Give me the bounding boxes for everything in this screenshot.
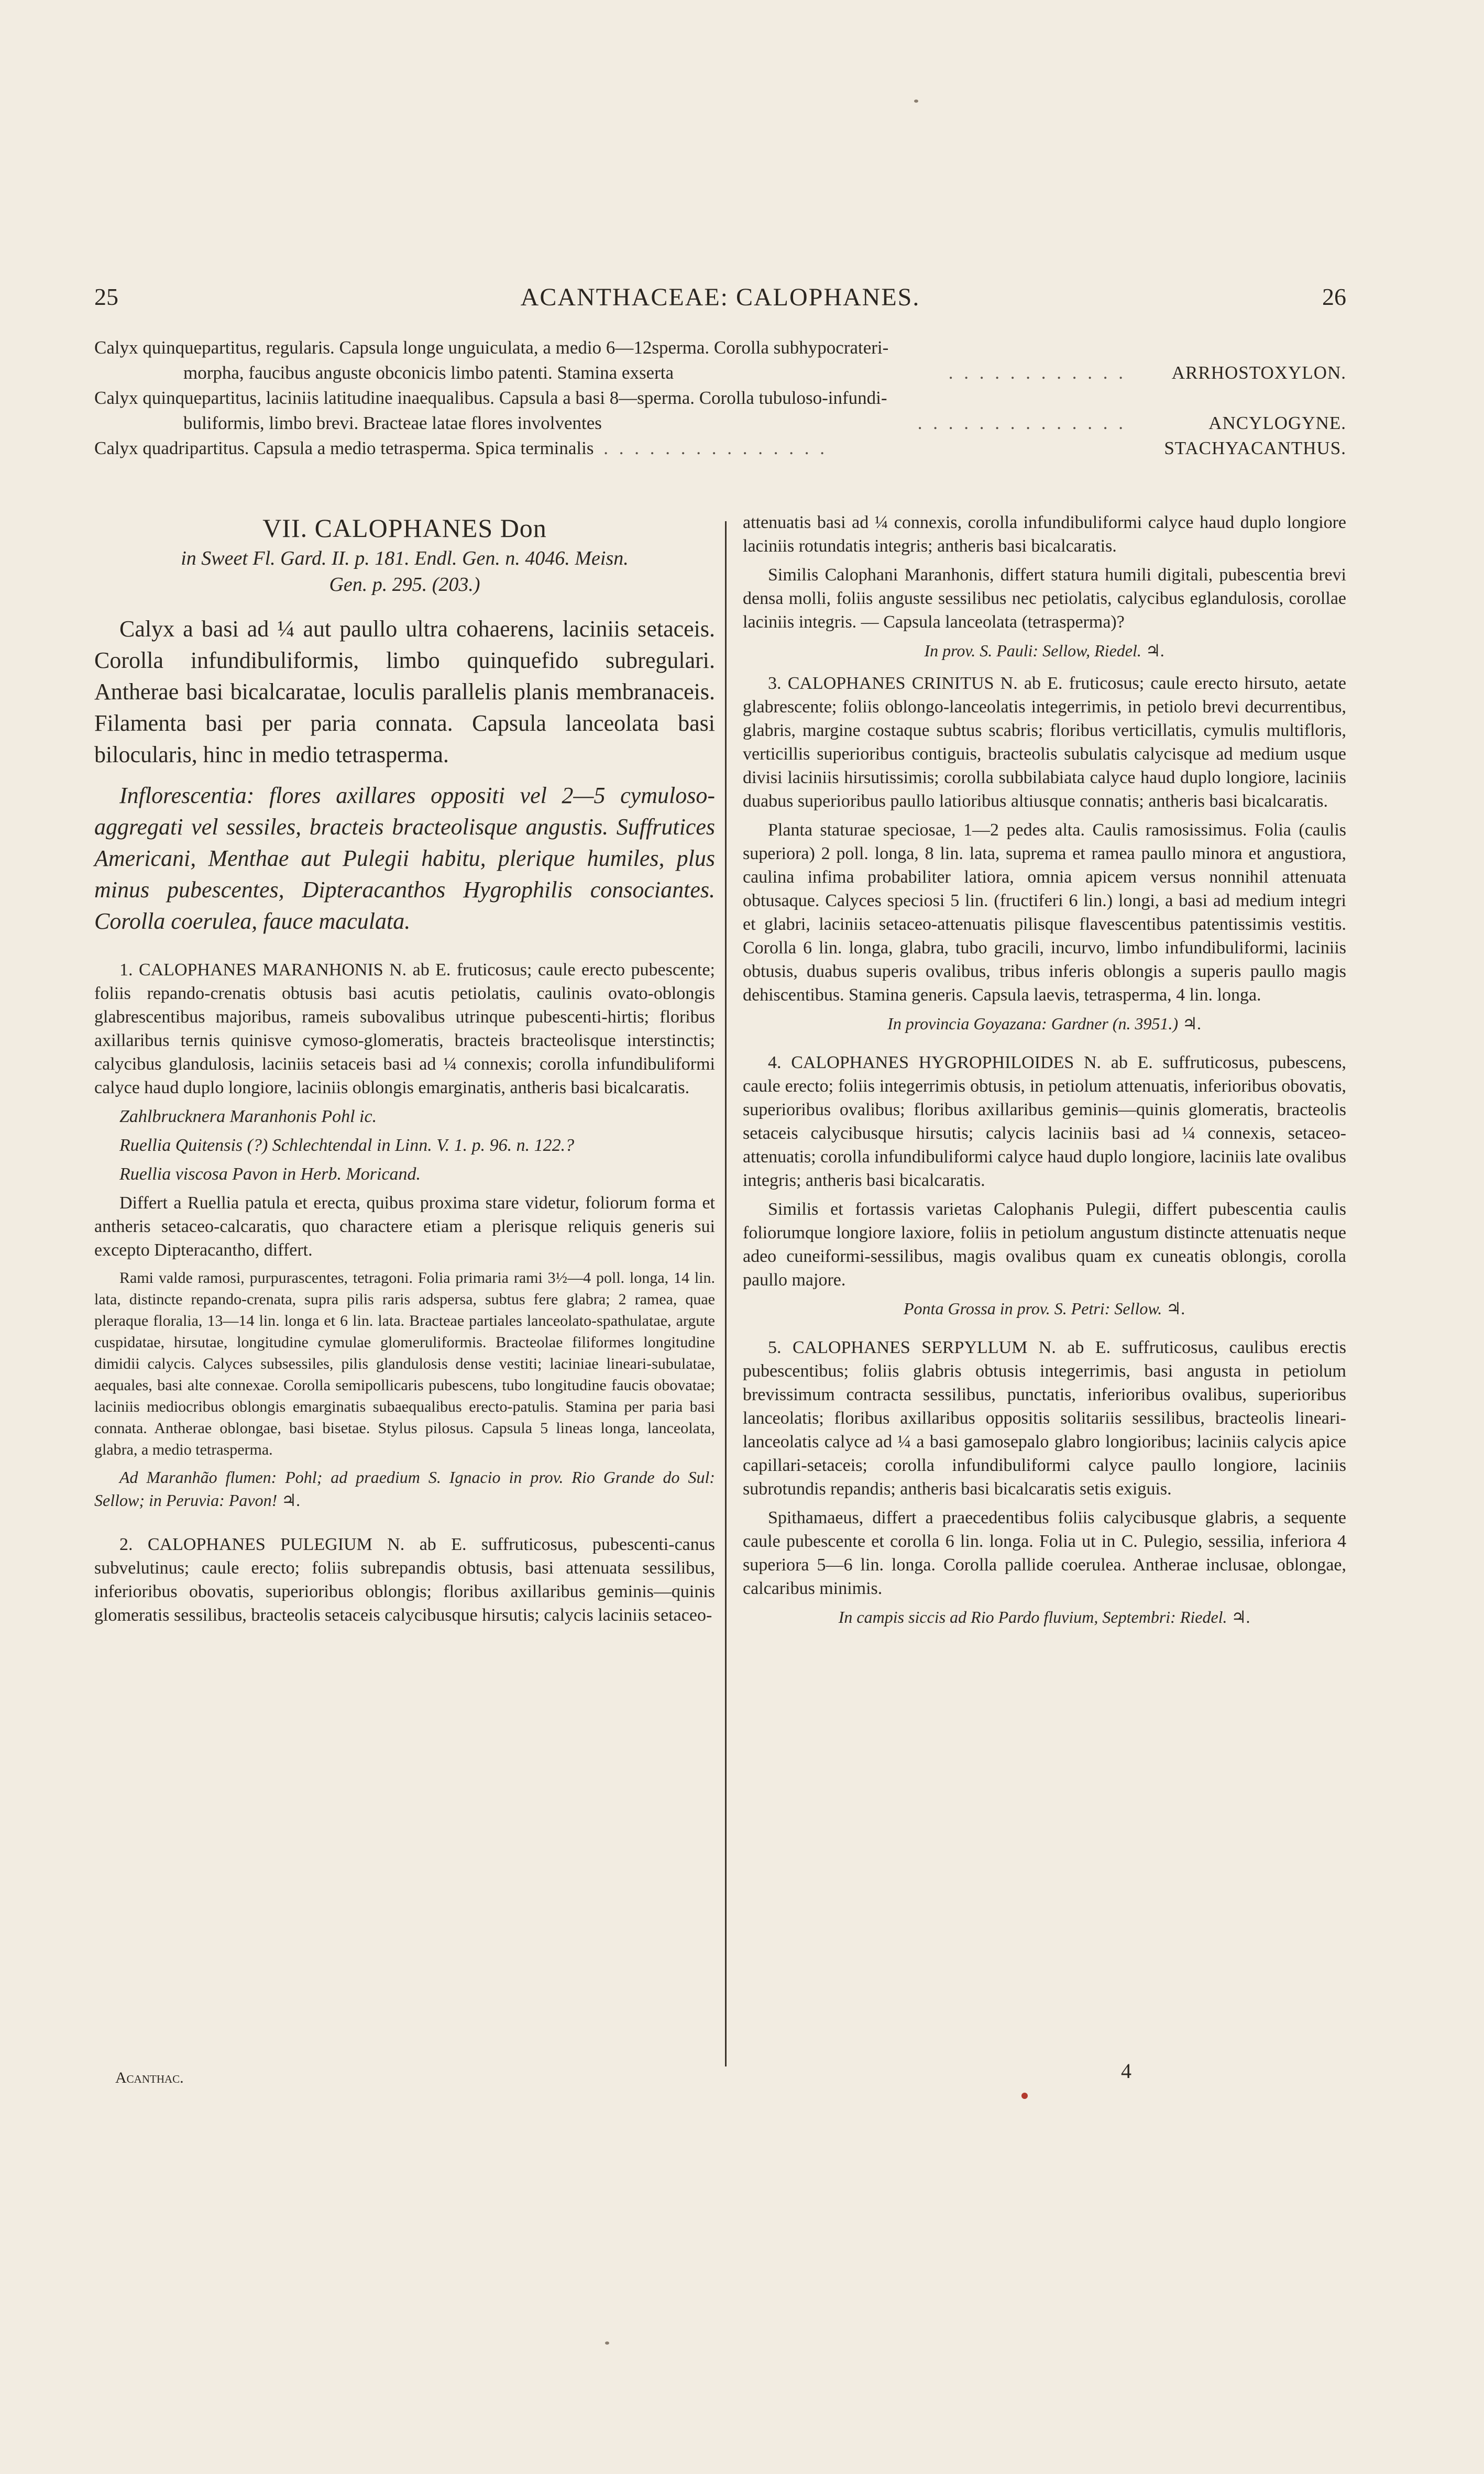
species-3-locality: In provincia Goyazana: Gardner (n. 3951.) ♃. (887, 1014, 1202, 1033)
synonym: Zahlbrucknera Maranhonis Pohl ic. (119, 1107, 377, 1126)
species-1-details: Rami valde ramosi, purpurascentes, tetragoni. Folia primaria rami 3½—4 poll. longa, 14 lin. lata, distincte repando-crenata, supra pilis raris adspersa, subtus fere glabra; 2 ramea, quae pleraque floralia, 13—14 lin. longa et 6 lin. lata. Bracteae partiales lanceolato-spathulatae, argute cuspidatae, hirsutae, longitudine cymulae glomeruliformis. Bracteolae filiformes longitudine dimidii calycis. Calyces subsessiles, pilis glandulosis dense vestiti; laciniae lineari-subulatae, aequales, basi alte connexae. Corolla semipollicaris pubescens, tubo longitudine faucis obovatae; laciniis mediocribus oblongis emarginatis subaequalibus erecto-patulis. Stamina per paria basi connata. Antherae oblongae, basi bisetae. Stylus pilosus. Capsula 5 lineas longa, lanceolata, glabra, a medio tetrasperma. (94, 1269, 715, 1458)
column-rule (725, 521, 727, 2066)
species-3-details: Planta staturae speciosae, 1—2 pedes alta. Caulis ramosissimus. Folia (caulis superiora) 2 poll. longa, 8 lin. lata, suprema et ramea paullo minora et angustiora, caulina infima probabiliter latiora, omnia apicem versus nonnihil attenuata obtusaque. Calyces speciosi 5 lin. (fructiferi 6 lin.) longi, a basi ad medium integri et glabri, laciniis setaceo-attenuatis pilisque flavescentibus patentissimis vestitis. Corolla 6 lin. longa, glabra, tubo gracili, incurvo, limbo infundibuliformi, laciniis obtusis, duabus superis ovalibus, tribus inferis oblongis a superis paullo magis dehiscentibus. Stamina generis. Capsula laevis, tetrasperma, 4 lin. longa. (743, 820, 1346, 1005)
key-leader: . . . . . . . . . . . . (948, 362, 1126, 383)
running-header (94, 283, 1346, 320)
species-4-locality: Ponta Grossa in prov. S. Petri: Sellow. ♃. (904, 1299, 1185, 1318)
key-genus: ARRHOSTOXYLON. (1171, 362, 1346, 383)
species-2-locality: In prov. S. Pauli: Sellow, Riedel. ♃. (924, 641, 1165, 660)
species-2-description: 2. CALOPHANES PULEGIUM N. ab E. suffruticosus, pubescenti-canus subvelutinus; caule erecto; foliis subrepandis obtusis, basi attenuata sessilibus, inferioribus obovatis, superioribus oblongis; floribus axillaribus geminis—quinis glomeratis sessilibus, bracteolis setaceis calycibusque hirsutis; calycis laciniis setaceo- (94, 1535, 715, 1625)
key-leader: . . . . . . . . . . . . . . (917, 413, 1126, 433)
paper-speck (914, 100, 918, 103)
genus-inflorescence: Inflorescentia: flores axillares oppositi vel 2—5 cymuloso-aggregati vel sessiles, bracteis bracteolisque angustis. Suffrutices Americani, Menthae aut Pulegii habitu, plerique humiles, plus minus pubescentes, Dipteracanthos Hygrophilis consociantes. Corolla coerulea, fauce maculata. (94, 783, 715, 934)
key-line-indented (94, 360, 1346, 386)
key-row (94, 436, 1346, 461)
genus-diagnosis: Calyx a basi ad ¼ aut paullo ultra cohaerens, laciniis setaceis. Corolla infundibuliformis, limbo quinquefido subregulari. Antherae basi bicalcaratae, loculis parallelis planis membranaceis. Filamenta basi per paria connata. Capsula lanceolata basi bilocularis, hinc in medio tetrasperma. (94, 616, 715, 767)
signature-mark: Acanthac. (115, 2069, 184, 2086)
genus-key (94, 335, 1346, 461)
species-3-description: 3. CALOPHANES CRINITUS N. ab E. fruticosus; caule erecto hirsuto, aetate glabrescente; foliis oblongo-lanceolatis integerrimis, in petiolo brevi decurrentibus, glabris, margine costaque subtus scabris; floribus verticillatis, cymulis multifloris, verticillis superioribus contiguis, bracteolis subulatis calycisque ad medium usque divisi laciniis hirsutissimis; corolla subbilabiata calyce haud duplo longiore, laciniis duabus superioribus paullo latioribus altiusque connatis; antheris basi bicalcaratis. (743, 674, 1346, 811)
key-line (94, 436, 1346, 461)
page-number-left: 25 (94, 283, 118, 310)
species-4-note: Similis et fortassis varietas Calophanis Pulegii, differt pubescentia caulis foliorumque longiore laxiore, foliis in petiolum angustum distincte attenuatis neque adeo cuneiformi-sessilibus, magis ovalibus quam ex cuneatis oblongis, corolla paullo majore. (743, 1200, 1346, 1290)
species-1-locality: Ad Maranhão flumen: Pohl; ad praedium S. Ignacio in prov. Rio Grande do Sul: Sellow; in Peruvia: Pavon! ♃. (94, 1468, 715, 1510)
right-column (743, 511, 1346, 1629)
species-2-note: Similis Calophani Maranhonis, differt statura humili digitali, pubescentia brevi densa molli, foliis anguste sessilibus nec petiolatis, calycibus eglandulosis, corollae laciniis integris. — Capsula lanceolata (tetrasperma)? (743, 565, 1346, 632)
key-leader: . . . . . . . . . . . . . . . (603, 438, 828, 458)
species-5-description: 5. CALOPHANES SERPYLLUM N. ab E. suffruticosus, caulibus erectis pubescentibus; foliis glabris obtusis integerrimis, basi angusta in petiolum brevissimum contracta sessilibus, punctatis, inferioribus ovalibus, superioribus lanceolatis; floribus axillaribus oppositis solitariis sessilibus, bracteolis lineari-lanceolatis calyce ad ¼ a basi gamosepalo glabro longioribus; laciniis calycis apice capillari-setaceis; corolla infundibuliformi calyce paullo longiore, laciniis subrotundis repandis; antheris basi bicalcaratis setis exiguis. (743, 1338, 1346, 1499)
key-row (94, 335, 1346, 386)
species-1-note: Differt a Ruellia patula et erecta, quibus proxima stare videtur, foliorum forma et antheris setaceo-calcaratis, quo charactere etiam a plerisque reliquis generis sui excepto Dipteracantho, differt. (94, 1193, 715, 1260)
running-title: ACANTHACEAE: CALOPHANES. (520, 283, 920, 311)
key-line: Calyx quinquepartitus, regularis. Capsula longe unguiculata, a medio 6—12sperma. Corolla subhypocrateri- (94, 337, 889, 358)
paper-speck (605, 2341, 609, 2345)
species-5-note: Spithamaeus, differt a praecedentibus foliis calycibusque glabris, a sequente caule pubescente et corolla 6 lin. longa. Folia ut in C. Pulegio, sessilia, inferiora 4 superiora 5—6 lin. longa. Corolla pallide coerulea. Antherae inclusae, oblongae, calcaribus minimis. (743, 1508, 1346, 1598)
species-2-continued: attenuatis basi ad ¼ connexis, corolla infundibuliformi calyce haud duplo longiore laciniis rotundatis integris; antheris basi bicalcaratis. (743, 513, 1346, 556)
key-row (94, 386, 1346, 436)
genus-reference: in Sweet Fl. Gard. II. p. 181. Endl. Gen. n. 4046. Meisn. (181, 547, 629, 569)
sheet-number: 4 (1121, 2059, 1131, 2083)
synonym: Ruellia viscosa Pavon in Herb. Moricand. (119, 1164, 421, 1184)
key-line-text: Calyx quadripartitus. Capsula a medio tetrasperma. Spica terminalis (94, 438, 594, 458)
genus-title: VII. CALOPHANES Don (262, 513, 547, 543)
key-genus: ANCYLOGYNE. (1208, 413, 1346, 433)
species-4-description: 4. CALOPHANES HYGROPHILOIDES N. ab E. suffruticosus, pubescens, caule erecto; foliis integerrimis obtusis, in petiolum attenuatis, inferioribus obovatis, superioribus ovalibus; floribus axillaribus geminis—quinis glomeratis, bracteolis setaceis calycibusque hirsutis; calycis laciniis basi ad ¼ connexis, setaceo-attenuatis; corolla infundibuliformi calyce haud duplo longiore, laciniis late ovalibus integris; antheris basi bicalcaratis. (743, 1053, 1346, 1190)
red-ink-dot (1021, 2093, 1028, 2099)
synonym: Ruellia Quitensis (?) Schlechtendal in Linn. V. 1. p. 96. n. 122.? (119, 1136, 575, 1155)
page-number-right: 26 (1322, 283, 1346, 310)
left-column (94, 511, 715, 1627)
species-5-locality: In campis siccis ad Rio Pardo fluvium, Septembri: Riedel. ♃. (838, 1608, 1251, 1626)
key-line-text: morpha, faucibus anguste obconicis limbo patenti. Stamina exserta (183, 362, 674, 383)
species-1-description: 1. CALOPHANES MARANHONIS N. ab E. fruticosus; caule erecto pubescente; foliis repando-crenatis obtusis basi acutis petiolatis, caulinis ovato-oblongis glabrescentibus majoribus, rameis subovalibus utrinque pubescenti-hirtis; floribus axillaribus ternis quinisve cymoso-glomeratis, bracteis bracteolisque interstinctis; calycibus glandulosis, laciniis setaceis basi ad ¼ connexis; corolla infundibuliformi calyce haud duplo longiore, laciniis oblongis emarginatis, antheris basi bicalcaratis. (94, 960, 715, 1097)
key-line-text: buliformis, limbo brevi. Bracteae latae flores involventes (183, 413, 602, 433)
genus-reference: Gen. p. 295. (203.) (329, 574, 480, 596)
key-line-indented (94, 411, 1346, 436)
key-genus: STACHYACANTHUS. (1164, 438, 1346, 458)
key-line: Calyx quinquepartitus, laciniis latitudine inaequalibus. Capsula a basi 8—sperma. Corolla tubuloso-infundi- (94, 388, 887, 408)
